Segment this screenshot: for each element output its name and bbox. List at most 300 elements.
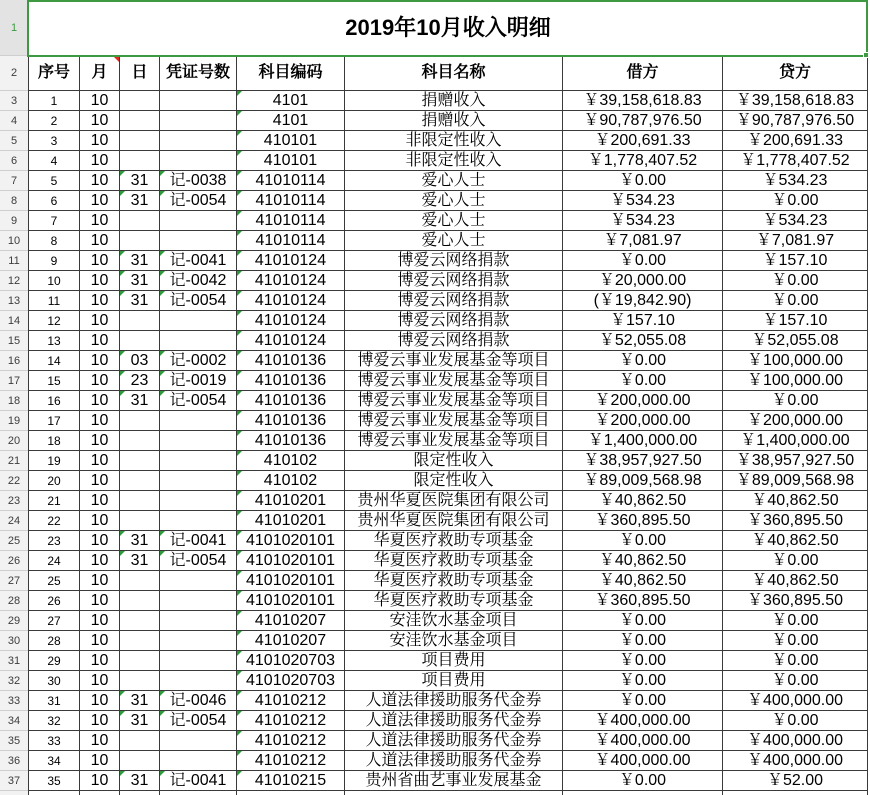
cell-code[interactable]: 41010136 xyxy=(237,431,345,451)
cell-name[interactable]: 项目费用 xyxy=(345,671,563,691)
cell-seq[interactable]: 4 xyxy=(28,151,80,171)
header-debit[interactable]: 借方 xyxy=(563,56,723,91)
cell-credit[interactable]: ￥157.10 xyxy=(723,311,868,331)
cell-voucher[interactable] xyxy=(160,231,237,251)
cell-month[interactable]: 10 xyxy=(80,651,120,671)
cell-day[interactable]: 31 xyxy=(120,391,160,411)
cell-month[interactable]: 10 xyxy=(80,351,120,371)
cell-month[interactable]: 10 xyxy=(80,291,120,311)
cell-voucher[interactable] xyxy=(160,611,237,631)
cell-voucher[interactable] xyxy=(160,731,237,751)
header-seq[interactable]: 序号 xyxy=(28,56,80,91)
header-month[interactable]: 月 xyxy=(80,56,120,91)
cell-credit[interactable]: ￥38,957,927.50 xyxy=(723,451,868,471)
cell-name[interactable]: 贵州华夏医院集团有限公司 xyxy=(345,491,563,511)
cell-month[interactable]: 10 xyxy=(80,731,120,751)
cell-day[interactable] xyxy=(120,571,160,591)
cell-seq[interactable] xyxy=(28,791,80,795)
cell-day[interactable] xyxy=(120,151,160,171)
cell-seq[interactable]: 27 xyxy=(28,611,80,631)
cell-seq[interactable]: 25 xyxy=(28,571,80,591)
cell-day[interactable]: 31 xyxy=(120,171,160,191)
cell-voucher[interactable] xyxy=(160,791,237,795)
cell-code[interactable]: 41010124 xyxy=(237,311,345,331)
cell-code[interactable]: 41010124 xyxy=(237,271,345,291)
cell-day[interactable]: 31 xyxy=(120,771,160,791)
cell-day[interactable]: 03 xyxy=(120,351,160,371)
cell-month[interactable]: 10 xyxy=(80,251,120,271)
cell-debit[interactable]: ￥200,691.33 xyxy=(563,131,723,151)
cell-code[interactable] xyxy=(237,791,345,795)
row-header[interactable]: 2 xyxy=(0,56,28,91)
cell-day[interactable] xyxy=(120,731,160,751)
cell-voucher[interactable]: 记-0041 xyxy=(160,771,237,791)
cell-name[interactable]: 爱心人士 xyxy=(345,231,563,251)
cell-day[interactable] xyxy=(120,311,160,331)
cell-code[interactable]: 4101020101 xyxy=(237,551,345,571)
cell-debit[interactable]: ￥157.10 xyxy=(563,311,723,331)
cell-day[interactable]: 31 xyxy=(120,531,160,551)
cell-month[interactable]: 10 xyxy=(80,671,120,691)
sheet-title[interactable]: 2019年10月收入明细 xyxy=(28,0,868,56)
cell-credit[interactable]: ￥534.23 xyxy=(723,211,868,231)
cell-name[interactable] xyxy=(345,791,563,795)
cell-day[interactable]: 31 xyxy=(120,711,160,731)
cell-month[interactable]: 10 xyxy=(80,191,120,211)
cell-day[interactable]: 31 xyxy=(120,551,160,571)
cell-credit[interactable]: ￥7,081.97 xyxy=(723,231,868,251)
cell-month[interactable]: 10 xyxy=(80,751,120,771)
cell-debit[interactable]: ￥0.00 xyxy=(563,371,723,391)
cell-day[interactable] xyxy=(120,631,160,651)
cell-month[interactable]: 10 xyxy=(80,531,120,551)
cell-month[interactable]: 10 xyxy=(80,511,120,531)
cell-seq[interactable]: 23 xyxy=(28,531,80,551)
cell-credit[interactable]: ￥0.00 xyxy=(723,271,868,291)
row-header[interactable]: 4 xyxy=(0,111,28,131)
row-header[interactable]: 29 xyxy=(0,611,28,631)
cell-day[interactable] xyxy=(120,651,160,671)
row-header[interactable]: 28 xyxy=(0,591,28,611)
cell-month[interactable]: 10 xyxy=(80,711,120,731)
cell-voucher[interactable] xyxy=(160,651,237,671)
cell-name[interactable]: 捐赠收入 xyxy=(345,111,563,131)
cell-debit[interactable]: ￥400,000.00 xyxy=(563,751,723,771)
cell-month[interactable]: 10 xyxy=(80,591,120,611)
cell-name[interactable]: 人道法律援助服务代金券 xyxy=(345,751,563,771)
cell-debit[interactable]: ￥0.00 xyxy=(563,531,723,551)
row-header[interactable]: 6 xyxy=(0,151,28,171)
cell-debit[interactable]: ￥400,000.00 xyxy=(563,711,723,731)
cell-day[interactable] xyxy=(120,331,160,351)
row-header[interactable]: 32 xyxy=(0,671,28,691)
cell-month[interactable]: 10 xyxy=(80,691,120,711)
cell-voucher[interactable]: 记-0041 xyxy=(160,531,237,551)
cell-voucher[interactable] xyxy=(160,411,237,431)
cell-day[interactable] xyxy=(120,411,160,431)
cell-voucher[interactable] xyxy=(160,491,237,511)
row-header[interactable]: 25 xyxy=(0,531,28,551)
row-header[interactable]: 34 xyxy=(0,711,28,731)
cell-seq[interactable]: 17 xyxy=(28,411,80,431)
row-header[interactable]: 26 xyxy=(0,551,28,571)
cell-seq[interactable]: 6 xyxy=(28,191,80,211)
cell-name[interactable]: 人道法律援助服务代金券 xyxy=(345,691,563,711)
cell-debit[interactable]: ￥360,895.50 xyxy=(563,511,723,531)
cell-seq[interactable]: 1 xyxy=(28,91,80,111)
cell-seq[interactable]: 20 xyxy=(28,471,80,491)
cell-name[interactable]: 安洼饮水基金项目 xyxy=(345,631,563,651)
row-header[interactable]: 7 xyxy=(0,171,28,191)
cell-month[interactable]: 10 xyxy=(80,311,120,331)
cell-debit[interactable]: ￥0.00 xyxy=(563,691,723,711)
cell-voucher[interactable] xyxy=(160,671,237,691)
row-header[interactable]: 27 xyxy=(0,571,28,591)
row-header[interactable]: 36 xyxy=(0,751,28,771)
cell-credit[interactable]: ￥534.23 xyxy=(723,171,868,191)
row-header[interactable]: 16 xyxy=(0,351,28,371)
cell-voucher[interactable]: 记-0019 xyxy=(160,371,237,391)
cell-code[interactable]: 41010136 xyxy=(237,391,345,411)
row-header[interactable]: 35 xyxy=(0,731,28,751)
cell-seq[interactable]: 34 xyxy=(28,751,80,771)
cell-seq[interactable]: 8 xyxy=(28,231,80,251)
cell-debit[interactable]: ￥534.23 xyxy=(563,191,723,211)
cell-debit[interactable]: ￥90,787,976.50 xyxy=(563,111,723,131)
cell-code[interactable]: 41010201 xyxy=(237,491,345,511)
cell-code[interactable]: 41010124 xyxy=(237,291,345,311)
cell-code[interactable]: 41010201 xyxy=(237,511,345,531)
cell-month[interactable]: 10 xyxy=(80,451,120,471)
row-header[interactable]: 24 xyxy=(0,511,28,531)
cell-credit[interactable]: ￥0.00 xyxy=(723,291,868,311)
cell-seq[interactable]: 28 xyxy=(28,631,80,651)
cell-code[interactable]: 4101 xyxy=(237,111,345,131)
cell-day[interactable] xyxy=(120,211,160,231)
cell-debit[interactable]: ￥0.00 xyxy=(563,251,723,271)
cell-debit[interactable]: ￥360,895.50 xyxy=(563,591,723,611)
cell-name[interactable]: 博爱云事业发展基金等项目 xyxy=(345,371,563,391)
cell-debit[interactable]: ￥38,957,927.50 xyxy=(563,451,723,471)
cell-credit[interactable]: ￥0.00 xyxy=(723,551,868,571)
cell-name[interactable]: 爱心人士 xyxy=(345,171,563,191)
cell-day[interactable] xyxy=(120,431,160,451)
cell-code[interactable]: 41010114 xyxy=(237,231,345,251)
cell-name[interactable]: 限定性收入 xyxy=(345,451,563,471)
cell-code[interactable]: 4101020101 xyxy=(237,591,345,611)
cell-seq[interactable]: 33 xyxy=(28,731,80,751)
cell-day[interactable] xyxy=(120,231,160,251)
cell-name[interactable]: 安洼饮水基金项目 xyxy=(345,611,563,631)
cell-seq[interactable]: 13 xyxy=(28,331,80,351)
cell-voucher[interactable]: 记-0046 xyxy=(160,691,237,711)
cell-credit[interactable]: ￥400,000.00 xyxy=(723,691,868,711)
cell-month[interactable]: 10 xyxy=(80,611,120,631)
cell-voucher[interactable] xyxy=(160,571,237,591)
cell-credit[interactable]: ￥40,862.50 xyxy=(723,571,868,591)
cell-debit[interactable]: ￥40,862.50 xyxy=(563,491,723,511)
cell-debit[interactable]: ￥52,055.08 xyxy=(563,331,723,351)
cell-debit[interactable]: ￥20,000.00 xyxy=(563,271,723,291)
cell-day[interactable] xyxy=(120,131,160,151)
cell-credit[interactable]: ￥1,400,000.00 xyxy=(723,431,868,451)
cell-debit[interactable]: ￥200,000.00 xyxy=(563,391,723,411)
cell-month[interactable]: 10 xyxy=(80,411,120,431)
cell-code[interactable]: 41010124 xyxy=(237,331,345,351)
cell-name[interactable]: 博爱云网络捐款 xyxy=(345,331,563,351)
cell-debit[interactable]: ￥0.00 xyxy=(563,771,723,791)
cell-name[interactable]: 爱心人士 xyxy=(345,211,563,231)
cell-seq[interactable]: 31 xyxy=(28,691,80,711)
cell-credit[interactable]: ￥100,000.00 xyxy=(723,371,868,391)
cell-credit[interactable]: ￥360,895.50 xyxy=(723,511,868,531)
cell-name[interactable]: 人道法律援助服务代金券 xyxy=(345,731,563,751)
cell-name[interactable]: 爱心人士 xyxy=(345,191,563,211)
cell-seq[interactable]: 19 xyxy=(28,451,80,471)
row-header[interactable]: 20 xyxy=(0,431,28,451)
cell-credit[interactable]: ￥0.00 xyxy=(723,611,868,631)
cell-day[interactable] xyxy=(120,611,160,631)
row-header[interactable]: 19 xyxy=(0,411,28,431)
cell-code[interactable]: 41010212 xyxy=(237,731,345,751)
cell-debit[interactable]: ￥89,009,568.98 xyxy=(563,471,723,491)
cell-day[interactable] xyxy=(120,91,160,111)
cell-day[interactable] xyxy=(120,471,160,491)
cell-voucher[interactable] xyxy=(160,151,237,171)
cell-seq[interactable]: 7 xyxy=(28,211,80,231)
row-header[interactable]: 17 xyxy=(0,371,28,391)
cell-seq[interactable]: 5 xyxy=(28,171,80,191)
cell-debit[interactable]: ￥1,400,000.00 xyxy=(563,431,723,451)
cell-name[interactable]: 博爱云事业发展基金等项目 xyxy=(345,411,563,431)
cell-credit[interactable]: ￥200,691.33 xyxy=(723,131,868,151)
cell-month[interactable]: 10 xyxy=(80,471,120,491)
cell-day[interactable]: 23 xyxy=(120,371,160,391)
cell-voucher[interactable] xyxy=(160,331,237,351)
cell-credit[interactable]: ￥200,000.00 xyxy=(723,411,868,431)
cell-debit[interactable]: ￥0.00 xyxy=(563,671,723,691)
cell-credit[interactable]: ￥0.00 xyxy=(723,651,868,671)
row-header[interactable]: 22 xyxy=(0,471,28,491)
cell-debit[interactable]: ￥1,778,407.52 xyxy=(563,151,723,171)
cell-debit[interactable]: ￥0.00 xyxy=(563,651,723,671)
cell-voucher[interactable]: 记-0054 xyxy=(160,391,237,411)
cell-name[interactable]: 博爱云事业发展基金等项目 xyxy=(345,391,563,411)
cell-month[interactable]: 10 xyxy=(80,211,120,231)
cell-voucher[interactable] xyxy=(160,131,237,151)
cell-voucher[interactable] xyxy=(160,631,237,651)
cell-code[interactable]: 41010124 xyxy=(237,251,345,271)
cell-debit[interactable]: ￥534.23 xyxy=(563,211,723,231)
cell-code[interactable]: 41010114 xyxy=(237,191,345,211)
cell-code[interactable]: 41010136 xyxy=(237,351,345,371)
row-header[interactable]: 8 xyxy=(0,191,28,211)
cell-voucher[interactable] xyxy=(160,311,237,331)
cell-voucher[interactable] xyxy=(160,751,237,771)
row-header[interactable]: 18 xyxy=(0,391,28,411)
cell-code[interactable]: 41010114 xyxy=(237,211,345,231)
cell-month[interactable]: 10 xyxy=(80,331,120,351)
cell-credit[interactable]: ￥90,787,976.50 xyxy=(723,111,868,131)
cell-name[interactable]: 贵州省曲艺事业发展基金 xyxy=(345,771,563,791)
cell-credit[interactable]: ￥0.00 xyxy=(723,671,868,691)
header-voucher[interactable]: 凭证号数 xyxy=(160,56,237,91)
row-header[interactable]: 10 xyxy=(0,231,28,251)
cell-code[interactable]: 41010207 xyxy=(237,611,345,631)
cell-seq[interactable]: 32 xyxy=(28,711,80,731)
cell-month[interactable]: 10 xyxy=(80,271,120,291)
cell-seq[interactable]: 12 xyxy=(28,311,80,331)
cell-code[interactable]: 410101 xyxy=(237,151,345,171)
cell-voucher[interactable]: 记-0054 xyxy=(160,291,237,311)
cell-seq[interactable]: 18 xyxy=(28,431,80,451)
cell-voucher[interactable] xyxy=(160,591,237,611)
cell-code[interactable]: 4101 xyxy=(237,91,345,111)
header-account-code[interactable]: 科目编码 xyxy=(237,56,345,91)
cell-seq[interactable]: 16 xyxy=(28,391,80,411)
row-header[interactable]: 3 xyxy=(0,91,28,111)
cell-month[interactable]: 10 xyxy=(80,391,120,411)
cell-day[interactable] xyxy=(120,751,160,771)
cell-name[interactable]: 博爱云网络捐款 xyxy=(345,271,563,291)
row-header[interactable]: 5 xyxy=(0,131,28,151)
cell-code[interactable]: 41010212 xyxy=(237,751,345,771)
cell-name[interactable]: 博爱云网络捐款 xyxy=(345,291,563,311)
cell-month[interactable]: 10 xyxy=(80,171,120,191)
cell-month[interactable]: 10 xyxy=(80,571,120,591)
cell-voucher[interactable] xyxy=(160,431,237,451)
cell-day[interactable]: 31 xyxy=(120,271,160,291)
cell-day[interactable] xyxy=(120,791,160,795)
cell-month[interactable] xyxy=(80,791,120,795)
cell-seq[interactable]: 3 xyxy=(28,131,80,151)
cell-month[interactable]: 10 xyxy=(80,771,120,791)
cell-code[interactable]: 4101020703 xyxy=(237,651,345,671)
cell-voucher[interactable]: 记-0054 xyxy=(160,191,237,211)
cell-name[interactable]: 贵州华夏医院集团有限公司 xyxy=(345,511,563,531)
cell-debit[interactable]: ￥0.00 xyxy=(563,351,723,371)
cell-debit[interactable]: ￥200,000.00 xyxy=(563,411,723,431)
cell-voucher[interactable] xyxy=(160,91,237,111)
cell-credit[interactable]: ￥40,862.50 xyxy=(723,491,868,511)
row-header[interactable]: 23 xyxy=(0,491,28,511)
cell-credit[interactable]: ￥1,778,407.52 xyxy=(723,151,868,171)
cell-code[interactable]: 41010212 xyxy=(237,711,345,731)
cell-code[interactable]: 41010207 xyxy=(237,631,345,651)
row-header[interactable]: 1 xyxy=(0,0,28,56)
cell-credit[interactable]: ￥400,000.00 xyxy=(723,731,868,751)
cell-month[interactable]: 10 xyxy=(80,551,120,571)
row-header[interactable]: 37 xyxy=(0,771,28,791)
cell-code[interactable]: 4101020101 xyxy=(237,571,345,591)
cell-day[interactable] xyxy=(120,111,160,131)
cell-code[interactable]: 41010114 xyxy=(237,171,345,191)
cell-name[interactable]: 非限定性收入 xyxy=(345,131,563,151)
cell-month[interactable]: 10 xyxy=(80,111,120,131)
cell-debit[interactable]: ￥400,000.00 xyxy=(563,731,723,751)
cell-day[interactable]: 31 xyxy=(120,251,160,271)
cell-name[interactable]: 项目费用 xyxy=(345,651,563,671)
cell-voucher[interactable]: 记-0002 xyxy=(160,351,237,371)
cell-seq[interactable]: 22 xyxy=(28,511,80,531)
header-account-name[interactable]: 科目名称 xyxy=(345,56,563,91)
row-header[interactable]: 31 xyxy=(0,651,28,671)
cell-day[interactable] xyxy=(120,671,160,691)
cell-day[interactable] xyxy=(120,511,160,531)
header-credit[interactable]: 贷方 xyxy=(723,56,868,91)
cell-voucher[interactable] xyxy=(160,511,237,531)
cell-name[interactable]: 人道法律援助服务代金券 xyxy=(345,711,563,731)
cell-seq[interactable]: 10 xyxy=(28,271,80,291)
cell-debit[interactable]: ￥0.00 xyxy=(563,631,723,651)
cell-name[interactable]: 限定性收入 xyxy=(345,471,563,491)
cell-credit[interactable]: ￥52.00 xyxy=(723,771,868,791)
cell-month[interactable]: 10 xyxy=(80,91,120,111)
cell-code[interactable]: 4101020703 xyxy=(237,671,345,691)
cell-credit[interactable]: ￥360,895.50 xyxy=(723,591,868,611)
cell-name[interactable]: 华夏医疗救助专项基金 xyxy=(345,571,563,591)
cell-credit[interactable]: ￥52,055.08 xyxy=(723,331,868,351)
cell-seq[interactable]: 30 xyxy=(28,671,80,691)
row-header[interactable]: 12 xyxy=(0,271,28,291)
cell-voucher[interactable]: 记-0041 xyxy=(160,251,237,271)
cell-debit[interactable]: ￥40,862.50 xyxy=(563,551,723,571)
cell-seq[interactable]: 29 xyxy=(28,651,80,671)
cell-voucher[interactable] xyxy=(160,211,237,231)
cell-seq[interactable]: 2 xyxy=(28,111,80,131)
cell-name[interactable]: 华夏医疗救助专项基金 xyxy=(345,591,563,611)
cell-code[interactable]: 410102 xyxy=(237,451,345,471)
cell-credit[interactable]: ￥0.00 xyxy=(723,631,868,651)
cell-month[interactable]: 10 xyxy=(80,371,120,391)
cell-name[interactable]: 非限定性收入 xyxy=(345,151,563,171)
cell-month[interactable]: 10 xyxy=(80,431,120,451)
row-header[interactable]: 33 xyxy=(0,691,28,711)
cell-credit[interactable]: ￥157.10 xyxy=(723,251,868,271)
cell-name[interactable]: 博爱云网络捐款 xyxy=(345,251,563,271)
cell-name[interactable]: 博爱云网络捐款 xyxy=(345,311,563,331)
cell-credit[interactable]: ￥100,000.00 xyxy=(723,351,868,371)
cell-voucher[interactable]: 记-0054 xyxy=(160,551,237,571)
cell-month[interactable]: 10 xyxy=(80,231,120,251)
cell-name[interactable]: 华夏医疗救助专项基金 xyxy=(345,551,563,571)
row-header[interactable]: 30 xyxy=(0,631,28,651)
cell-code[interactable]: 41010215 xyxy=(237,771,345,791)
cell-debit[interactable]: ￥40,862.50 xyxy=(563,571,723,591)
cell-voucher[interactable]: 记-0038 xyxy=(160,171,237,191)
cell-day[interactable] xyxy=(120,591,160,611)
row-header[interactable]: 15 xyxy=(0,331,28,351)
cell-voucher[interactable] xyxy=(160,471,237,491)
cell-name[interactable]: 华夏医疗救助专项基金 xyxy=(345,531,563,551)
cell-seq[interactable]: 15 xyxy=(28,371,80,391)
cell-month[interactable]: 10 xyxy=(80,151,120,171)
cell-seq[interactable]: 35 xyxy=(28,771,80,791)
cell-day[interactable]: 31 xyxy=(120,691,160,711)
cell-month[interactable]: 10 xyxy=(80,631,120,651)
cell-voucher[interactable] xyxy=(160,451,237,471)
cell-credit[interactable]: ￥39,158,618.83 xyxy=(723,91,868,111)
cell-name[interactable]: 博爱云事业发展基金等项目 xyxy=(345,351,563,371)
cell-month[interactable]: 10 xyxy=(80,131,120,151)
cell-credit[interactable]: ￥0.00 xyxy=(723,391,868,411)
cell-credit[interactable] xyxy=(723,791,868,795)
cell-debit[interactable]: ￥7,081.97 xyxy=(563,231,723,251)
cell-code[interactable]: 4101020101 xyxy=(237,531,345,551)
cell-seq[interactable]: 21 xyxy=(28,491,80,511)
cell-debit[interactable]: ￥0.00 xyxy=(563,171,723,191)
header-day[interactable]: 日 xyxy=(120,56,160,91)
